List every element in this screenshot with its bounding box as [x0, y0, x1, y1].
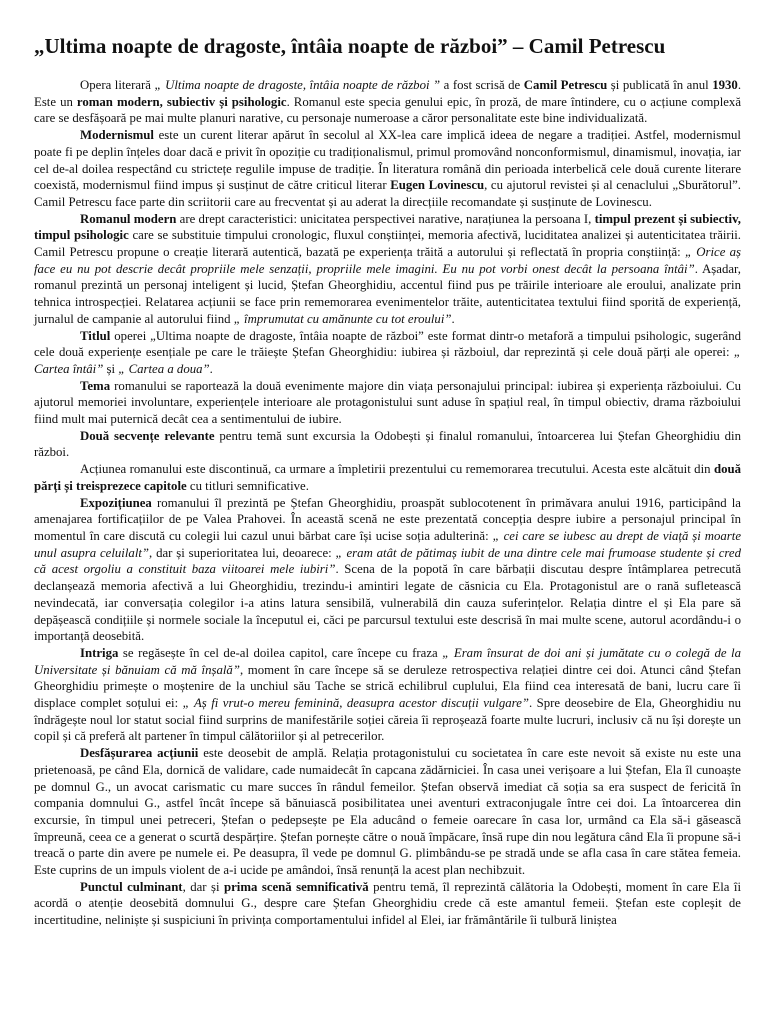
bold-text-run: roman modern, subiectiv și psihologic — [76, 94, 287, 109]
text-run: este un curent literar apărut în secolul al XX-lea care implică ideea de negare a tradiției. Astfel, modernismul poate fi pe deplin înțeles doar dacă e privit în opoziție cu tradiționalismul, primul promovând nonconformismul, dinamismul, inovația, iar cel de-al doilea respectând cu strictețe regulile impuse de tradiție. În literatura română din perioada interbelică cele două curente literare coexistă, modernismul fiind impus și susținut de către criticul literar — [34, 128, 741, 193]
paragraph-desfasurarea — [34, 745, 741, 879]
text-run: , dar și superioritatea lui, deoarece: — [149, 545, 336, 560]
text-run: . Este un — [34, 78, 742, 109]
text-run: cu titluri semnificative. — [186, 478, 309, 493]
bold-text-run: Camil Petrescu — [523, 78, 608, 92]
bold-text-run: Eugen Lovinescu — [390, 178, 485, 193]
paragraph-intro — [34, 77, 741, 127]
text-run: care se substituie timpului cronologic, fluxul conștiinței, memoria afectivă, luciditatea analizei și autenticitatea trăirii. Camil Petrescu propune o creație literară autentică, bazată pe experiența trăită a autorului și reflectată în propria conștiință: — [34, 228, 741, 260]
text-run: este deosebit de amplă. Relația protagonistului cu societatea în care este nevoit să existe nu este una prietenoasă, pe când Ela, dornică de validare, cade numaidecât în capcana zădărniciei. În casa unei verișoare a lui Ștefan, Ela îl cunoaște pe domnul G., un avocat carismatic cu mare succes în rândul femeilor. Ștefan observă imediat că soția sa era suspect de fericită în compania domnului G., astfel încât începe să bănuiască posibilitatea unei aventuri extraconjugale între cei doi. La întoarcerea din excursie, în timpul unei petreceri, Ștefan o pedepsește pe Ela aducând o femeie oarecare în casa lor, urmând ca Ela să-i găsească împreună, ceea ce a generat o scurtă despărțire. Ștefan pornește către o nouă împăcare, însă rupe din nou legătura când Ela îi propune să-i treacă o parte din avere pe numele ei. Pe deasupra, îl vede pe domnul G. plimbându-se pe stradă unde se afla casa în care stătea femeia. Este cuprins de un impuls violent de a-i ucide pe amândoi, însă renunță la acest plan nechibzuit. — [34, 746, 741, 878]
paragraph-secvente — [34, 428, 741, 461]
text-run: , moment în care începe să se deruleze retrospectiva relației dintre cei doi. Atunci când Ștefan Gheorghidiu primește o moștenire de la unchiul său Tache se strică echilibrul cuplului, Ela fiind cea interesată de bani, lucru care îi displace complet soțului ei: — [34, 662, 742, 711]
text-run: operei „Ultima noapte de dragoste, întâia noapte de război” este format dintr-o metaforă a timpului psihologic, sugerând cele două experiențe esențiale pe care le trăiește Ștefan Gheorghidiu: iubirea și războiul, dar reprezintă și cele două părți ale operei: — [34, 328, 741, 360]
text-run: romanului îl prezintă pe Ștefan Gheorghidiu, proaspăt sublocotenent în primăvara anului 1916, participând la amenajarea fortificațiilor de pe Valea Prahovei. În această scenă ne este prezentată concepția despre iubire a personajul principal în momentul în care discută cu colegii lui cazul unui bărbat care își ucise soția adulterină: — [34, 495, 741, 543]
bold-text-run: Desfășurarea acțiunii — [80, 746, 199, 761]
italic-quote-run: „ Cartea a doua” — [118, 361, 210, 376]
text-run: a fost scrisă de — [440, 78, 524, 92]
paragraph-titlul — [34, 328, 741, 378]
paragraph-expozitiunea — [34, 495, 741, 645]
text-run: se regăsește în cel de-al doilea capitol, care începe cu fraza — [118, 645, 443, 660]
text-run: pentru temă, îl reprezintă călătoria la Odobești, moment în care Ela îi acordă o atenție deosebită domnului G., despre care Ștefan Gheorghidiu crede că este amantul femeii. Ștefan este copleșit de incertitudine, neliniște și suspiciuni în privința comportamentului infidel al Elei, iar frământările îi tulbură liniștea — [34, 879, 741, 928]
text-run: . — [451, 311, 455, 326]
italic-quote-run: „ cei care se iubesc au drept de viață și moarte unul asupra celuilalt” — [34, 528, 741, 560]
bold-text-run: timpul prezent și subiectiv, timpul psihologic — [34, 211, 741, 243]
italic-quote-run: „ Eram însurat de doi ani și jumătate cu o colegă de la Universitate și bănuiam că mă înșală” — [34, 645, 742, 677]
bold-text-run: Două secvențe relevante — [80, 428, 215, 443]
text-run: . Scena de la popotă în care bărbații discutau despre întâmplarea petrecută declanșează memoria afectivă a lui Gheorghidiu, trezindu-i amintiri legate de căsnicia cu Ela. Protagonistul are o rană sufletească nevindecată, iar conversația colegilor i-a atins latura sensibilă, vulnerabilă din cauza suferințelor. Relația dintre el și Ela pare să depășească condițiile și normele sociale la începutul ei, căci pe parcursul textului este descrisă în mai multe scene, autorul acordându-i o importanță deosebită. — [34, 562, 742, 644]
bold-text-run: 1930 — [712, 78, 738, 92]
bold-text-run: Modernismul — [80, 128, 154, 143]
text-run: . Așadar, romanul prezintă un personaj inteligent și lucid, Ștefan Gheorghidiu, accentul fiind pus pe trăirile interioare ale eroului, analizate prin tehnica introspecției. Relatarea acțiunii se face prin rememorarea evenimentelor trăite, autenticitatea textului fiind sporită de experiență, jurnalul de campanie al autorului fiind — [34, 261, 741, 326]
text-run: . Spre deosebire de Ela, Gheorghidiu nu îndrăgește noul lor statut social fiind surprins de manifestările soției căreia îi reproșează foarte multe lucruri, inclusiv că nu își dorește un copil și că preferă alt partener în timpul călătoriilor și al petrecerilor. — [34, 696, 742, 744]
italic-quote-run: „ Ultima noapte de dragoste, întâia noapte de război ” — [154, 78, 441, 92]
paragraph-romanul-modern — [34, 211, 741, 328]
italic-quote-run: „ împrumutat cu amănunte cu tot eroului” — [233, 311, 452, 326]
bold-text-run: Titlul — [80, 328, 111, 343]
italic-quote-run: „ Aș fi vrut-o mereu feminină, deasupra acestor discuții vulgare” — [182, 696, 529, 711]
bold-text-run: prima scenă semnificativă — [223, 879, 369, 894]
text-run: , dar și — [182, 879, 224, 894]
paragraph-tema — [34, 378, 741, 428]
text-run: și — [103, 361, 119, 376]
text-run: pentru temă sunt excursia la Odobești și finalul romanului, întoarcerea lui Ștefan Gheorghidiu din război. — [34, 428, 742, 460]
italic-quote-run: „ Orice aș face eu nu pot descrie decât propriile mele senzații, propriile mele imagini. Eu nu pot vorbi onest decât la persoana întâi” — [34, 245, 741, 276]
italic-quote-run: „ eram atât de pătimaș iubit de una dintre cele mai frumoase studente și cred că acest orgoliu a constituit baza viitoarei mele iubiri” — [34, 545, 741, 577]
italic-quote-run: „ Cartea întâi” — [34, 345, 741, 376]
bold-text-run: Expozițiunea — [80, 495, 152, 510]
document-body — [34, 77, 741, 929]
text-run: Opera literară — [80, 78, 155, 92]
bold-text-run: Intriga — [80, 645, 119, 660]
paragraph-intriga — [34, 645, 741, 745]
paragraph-actiunea — [34, 461, 741, 494]
bold-text-run: Tema — [80, 378, 111, 393]
text-run: romanului se raportează la două evenimente majore din viața personajului principal: iubirea și experiența războiului. Cu ajutorul memoriei involuntare, experiențele interioare ale protagonistului sunt aduse în spațiul real, în timpul obiectiv, drama războiului fiind mult mai puternică decât cea a sentimentului de iubire. — [34, 378, 741, 427]
text-run: . — [209, 361, 213, 376]
paragraph-punctul-culminant — [34, 879, 741, 929]
paragraph-modernismul — [34, 127, 741, 211]
bold-text-run: Romanul modern — [80, 211, 177, 226]
bold-text-run: Punctul culminant — [80, 879, 183, 894]
text-run: și publicată în anul — [607, 78, 713, 92]
text-run: . Romanul este specia genului epic, în proză, de mare întindere, cu o acțiune complexă care se desfășoară pe mai multe planuri narative, cu personaje numeroase a căror personalitate este bine individualizată. — [34, 94, 742, 126]
document-title: „Ultima noapte de dragoste, întâia noapte de război” – Camil Petrescu — [34, 34, 666, 58]
bold-text-run: două părți și treisprezece capitole — [34, 462, 741, 493]
text-run: , cu ajutorul revistei și al cenaclului „Sburătorul”. Camil Petrescu face parte din scriitorii care au frecventat și au aderat la direcțiile recomandate și susținute de Lovinescu. — [34, 178, 742, 209]
text-run: are drept caracteristici: unicitatea perspectivei narative, narațiunea la persoana I, — [176, 211, 595, 226]
text-run: Acțiunea romanului este discontinuă, ca urmare a împletirii prezentului cu rememorarea trecutului. Acesta este alcătuit din — [80, 462, 714, 477]
